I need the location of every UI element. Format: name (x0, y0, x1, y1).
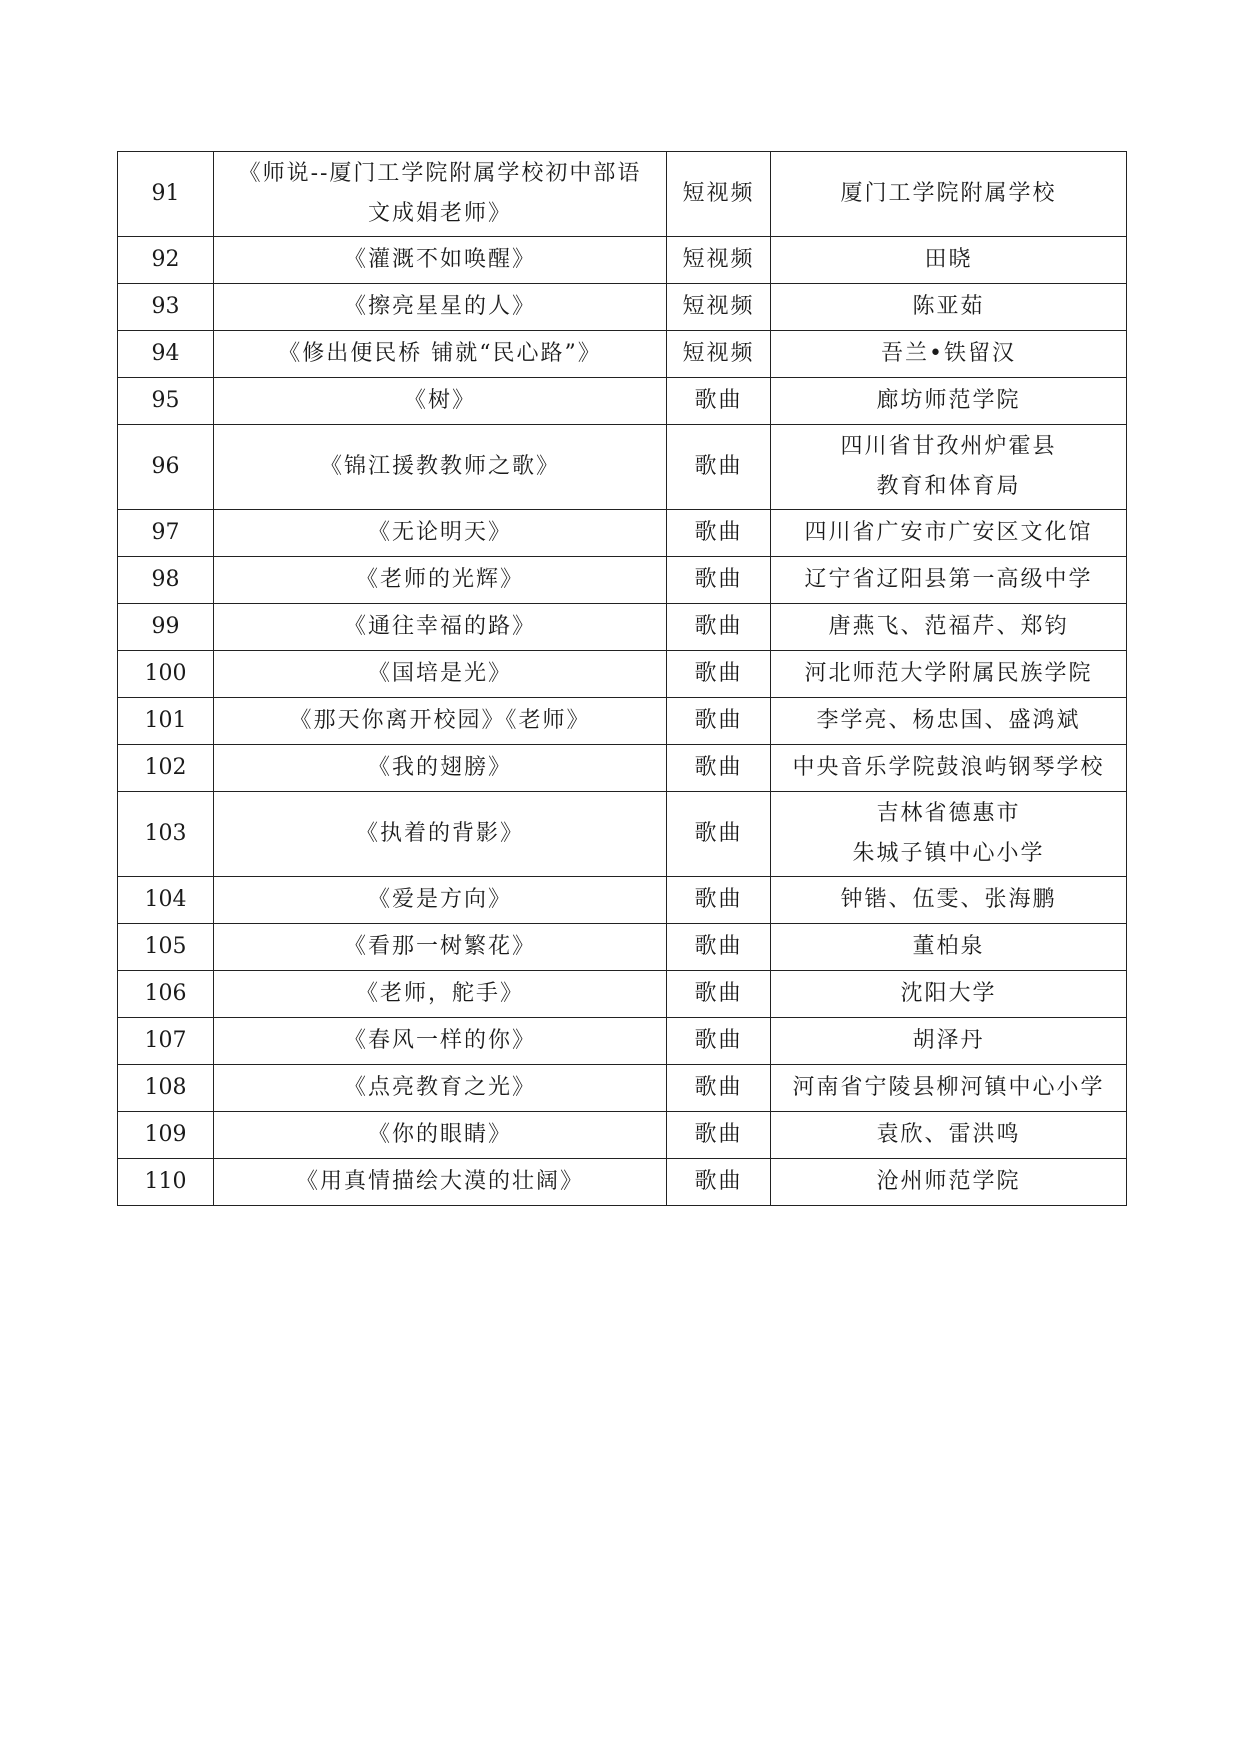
work-type: 歌曲 (667, 557, 771, 604)
work-author-line: 陈亚茹 (912, 294, 985, 319)
work-type: 歌曲 (667, 604, 771, 651)
work-title-line: 《修出便民桥 铺就“民心路”》 (278, 341, 602, 366)
work-author (771, 378, 1127, 425)
row-number: 107 (118, 1018, 214, 1065)
table-row (118, 425, 1127, 510)
table-row (118, 557, 1127, 604)
work-author-line: 胡泽丹 (912, 1028, 985, 1053)
work-author (771, 557, 1127, 604)
work-type: 歌曲 (667, 378, 771, 425)
work-author-line: 朱城子镇中心小学 (852, 841, 1045, 866)
work-type: 短视频 (667, 237, 771, 284)
work-type: 歌曲 (667, 425, 771, 510)
row-number: 93 (118, 284, 214, 331)
work-author (771, 425, 1127, 510)
table-row (118, 237, 1127, 284)
work-title (214, 651, 667, 698)
work-title-line: 《灌溉不如唤醒》 (343, 247, 536, 272)
work-author (771, 877, 1127, 924)
work-title (214, 331, 667, 378)
work-title-line: 《你的眼睛》 (367, 1122, 512, 1147)
work-title (214, 1065, 667, 1112)
work-title-line: 文成娟老师》 (367, 201, 512, 226)
table-row (118, 510, 1127, 557)
work-author (771, 152, 1127, 237)
work-author-line: 沧州师范学院 (876, 1169, 1021, 1194)
row-number: 108 (118, 1065, 214, 1112)
row-number: 101 (118, 698, 214, 745)
table-row (118, 651, 1127, 698)
row-number: 94 (118, 331, 214, 378)
work-author (771, 1159, 1127, 1206)
work-title (214, 792, 667, 877)
work-type: 短视频 (667, 284, 771, 331)
work-title (214, 745, 667, 792)
work-author-line: 袁欣、雷洪鸣 (876, 1122, 1021, 1147)
work-author-line: 四川省甘孜州炉霍县 (840, 434, 1057, 459)
work-type: 歌曲 (667, 745, 771, 792)
work-title-line: 《爱是方向》 (367, 887, 512, 912)
work-title (214, 237, 667, 284)
row-number: 104 (118, 877, 214, 924)
work-author-line: 廊坊师范学院 (876, 388, 1021, 413)
work-author-line: 厦门工学院附属学校 (840, 181, 1057, 206)
table-row (118, 331, 1127, 378)
row-number: 91 (118, 152, 214, 237)
work-title-line: 《春风一样的你》 (343, 1028, 536, 1053)
work-author (771, 745, 1127, 792)
table-row (118, 1112, 1127, 1159)
work-title (214, 152, 667, 237)
table-row (118, 1018, 1127, 1065)
table-row (118, 152, 1127, 237)
work-title-line: 《执着的背影》 (355, 821, 524, 846)
work-title-line: 《锦江援教教师之歌》 (319, 454, 560, 479)
work-author (771, 510, 1127, 557)
work-type: 歌曲 (667, 792, 771, 877)
table-row (118, 698, 1127, 745)
work-title-line: 《国培是光》 (367, 661, 512, 686)
work-type: 歌曲 (667, 1112, 771, 1159)
work-title (214, 1018, 667, 1065)
row-number: 103 (118, 792, 214, 877)
row-number: 98 (118, 557, 214, 604)
work-author-line: 吉林省德惠市 (876, 801, 1021, 826)
work-title (214, 1112, 667, 1159)
work-author (771, 604, 1127, 651)
work-title-line: 《我的翅膀》 (367, 755, 512, 780)
work-title (214, 378, 667, 425)
table-body (118, 152, 1127, 1206)
work-author (771, 971, 1127, 1018)
work-title (214, 924, 667, 971)
work-author (771, 237, 1127, 284)
work-author-line: 李学亮、杨忠国、盛鸿斌 (816, 708, 1081, 733)
work-title (214, 284, 667, 331)
work-type: 歌曲 (667, 971, 771, 1018)
work-type: 歌曲 (667, 510, 771, 557)
table-row (118, 604, 1127, 651)
row-number: 110 (118, 1159, 214, 1206)
work-title (214, 425, 667, 510)
work-type: 歌曲 (667, 651, 771, 698)
work-title (214, 877, 667, 924)
work-author-line: 教育和体育局 (876, 474, 1021, 499)
row-number: 95 (118, 378, 214, 425)
work-author (771, 1065, 1127, 1112)
table-row (118, 877, 1127, 924)
work-author (771, 1018, 1127, 1065)
work-author (771, 698, 1127, 745)
work-title (214, 971, 667, 1018)
work-type: 歌曲 (667, 1065, 771, 1112)
work-type: 歌曲 (667, 1018, 771, 1065)
row-number: 92 (118, 237, 214, 284)
row-number: 97 (118, 510, 214, 557)
table-row (118, 284, 1127, 331)
work-author-line: 董柏泉 (912, 934, 985, 959)
work-author-line: 唐燕飞、范福芹、郑钧 (828, 614, 1069, 639)
work-type: 歌曲 (667, 924, 771, 971)
work-author-line: 田晓 (924, 247, 973, 272)
row-number: 109 (118, 1112, 214, 1159)
work-type: 歌曲 (667, 698, 771, 745)
work-author (771, 284, 1127, 331)
row-number: 102 (118, 745, 214, 792)
work-author-line: 四川省广安市广安区文化馆 (804, 520, 1093, 545)
table-row (118, 971, 1127, 1018)
work-title (214, 698, 667, 745)
work-author-line: 辽宁省辽阳县第一高级中学 (804, 567, 1093, 592)
row-number: 100 (118, 651, 214, 698)
work-title (214, 557, 667, 604)
table-row (118, 924, 1127, 971)
work-author-line: 河南省宁陵县柳河镇中心小学 (792, 1075, 1105, 1100)
work-type: 短视频 (667, 331, 771, 378)
table-row (118, 1065, 1127, 1112)
work-title-line: 《擦亮星星的人》 (343, 294, 536, 319)
work-author-line: 钟锴、伍雯、张海鹏 (840, 887, 1057, 912)
work-author (771, 1112, 1127, 1159)
work-author (771, 331, 1127, 378)
work-title-line: 《通往幸福的路》 (343, 614, 536, 639)
work-author (771, 651, 1127, 698)
table-row (118, 745, 1127, 792)
work-title-line: 《师说--厦门工学院附属学校初中部语 (238, 161, 642, 186)
table-row (118, 378, 1127, 425)
work-title-line: 《点亮教育之光》 (343, 1075, 536, 1100)
work-title (214, 1159, 667, 1206)
work-author-line: 沈阳大学 (900, 981, 997, 1006)
row-number: 99 (118, 604, 214, 651)
work-author-line: 中央音乐学院鼓浪屿钢琴学校 (792, 755, 1105, 780)
work-author-line: 吾兰•铁留汉 (881, 341, 1016, 366)
work-title-line: 《那天你离开校园》《老师》 (289, 708, 591, 733)
work-title-line: 《老师，舵手》 (355, 981, 524, 1006)
work-type: 歌曲 (667, 877, 771, 924)
work-author (771, 924, 1127, 971)
work-title-line: 《看那一树繁花》 (343, 934, 536, 959)
work-type: 短视频 (667, 152, 771, 237)
row-number: 105 (118, 924, 214, 971)
table-row (118, 792, 1127, 877)
work-title-line: 《无论明天》 (367, 520, 512, 545)
work-title-line: 《树》 (403, 388, 476, 413)
row-number: 96 (118, 425, 214, 510)
work-title (214, 604, 667, 651)
table-row (118, 1159, 1127, 1206)
work-type: 歌曲 (667, 1159, 771, 1206)
work-author (771, 792, 1127, 877)
work-author-line: 河北师范大学附属民族学院 (804, 661, 1093, 686)
works-table (117, 151, 1127, 1206)
row-number: 106 (118, 971, 214, 1018)
work-title-line: 《老师的光辉》 (355, 567, 524, 592)
work-title (214, 510, 667, 557)
work-title-line: 《用真情描绘大漠的壮阔》 (295, 1169, 584, 1194)
